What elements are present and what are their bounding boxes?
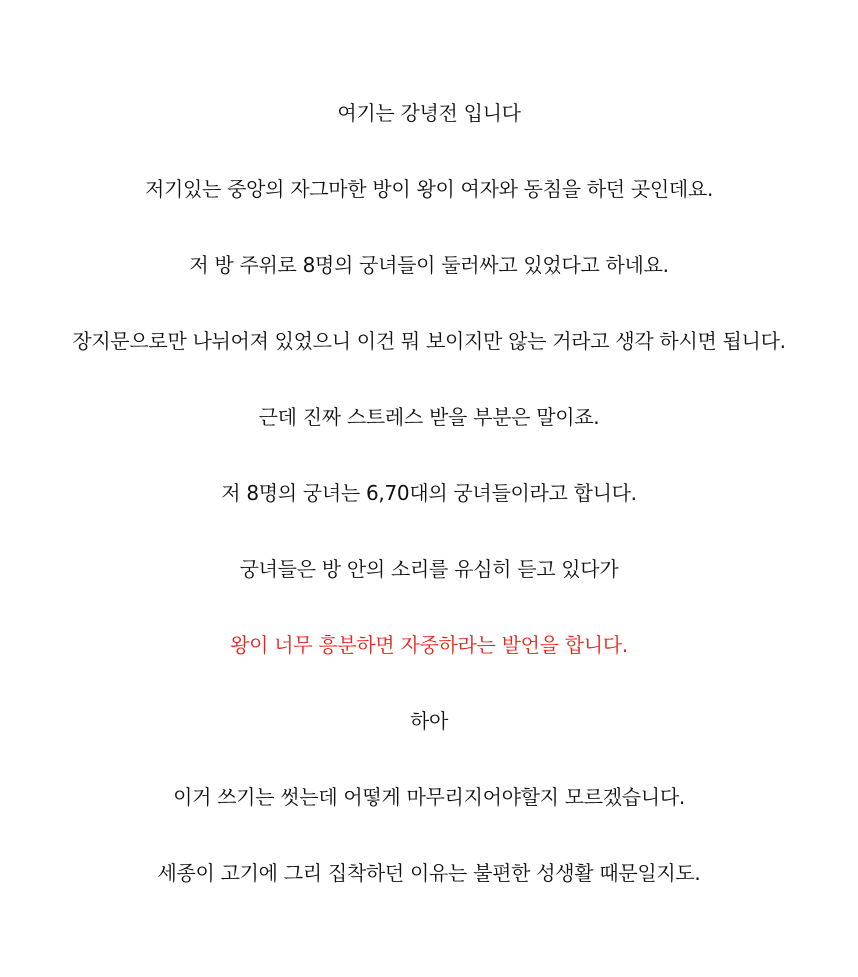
text-line-highlight: 왕이 너무 흥분하면 자중하라는 발언을 합니다. (230, 633, 628, 657)
text-line-intro: 여기는 강녕전 입니다 (337, 101, 521, 125)
text-line-stress: 근데 진짜 스트레스 받을 부분은 말이죠. (258, 405, 600, 429)
text-line-sliding-doors: 장지문으로만 나뉘어져 있었으니 이건 뭐 보이지만 않는 거라고 생각 하시면 됩니다. (72, 329, 786, 353)
text-line-age: 저 8명의 궁녀는 6,70대의 궁녀들이라고 합니다. (221, 481, 637, 505)
text-line-ending: 이거 쓰기는 썻는데 어떻게 마무리지어야할지 모르겠습니다. (173, 785, 685, 809)
text-line-sejong: 세종이 고기에 그리 집착하던 이유는 불편한 성생활 때문일지도. (157, 861, 701, 885)
text-line-sigh: 하아 (409, 709, 449, 733)
text-line-room: 저기있는 중앙의 자그마한 방이 왕이 여자와 동침을 하던 곳인데요. (144, 177, 714, 201)
text-line-listening: 궁녀들은 방 안의 소리를 유심히 듣고 있다가 (239, 557, 619, 581)
text-line-court-ladies: 저 방 주위로 8명의 궁녀들이 둘러싸고 있었다고 하네요. (189, 253, 669, 277)
